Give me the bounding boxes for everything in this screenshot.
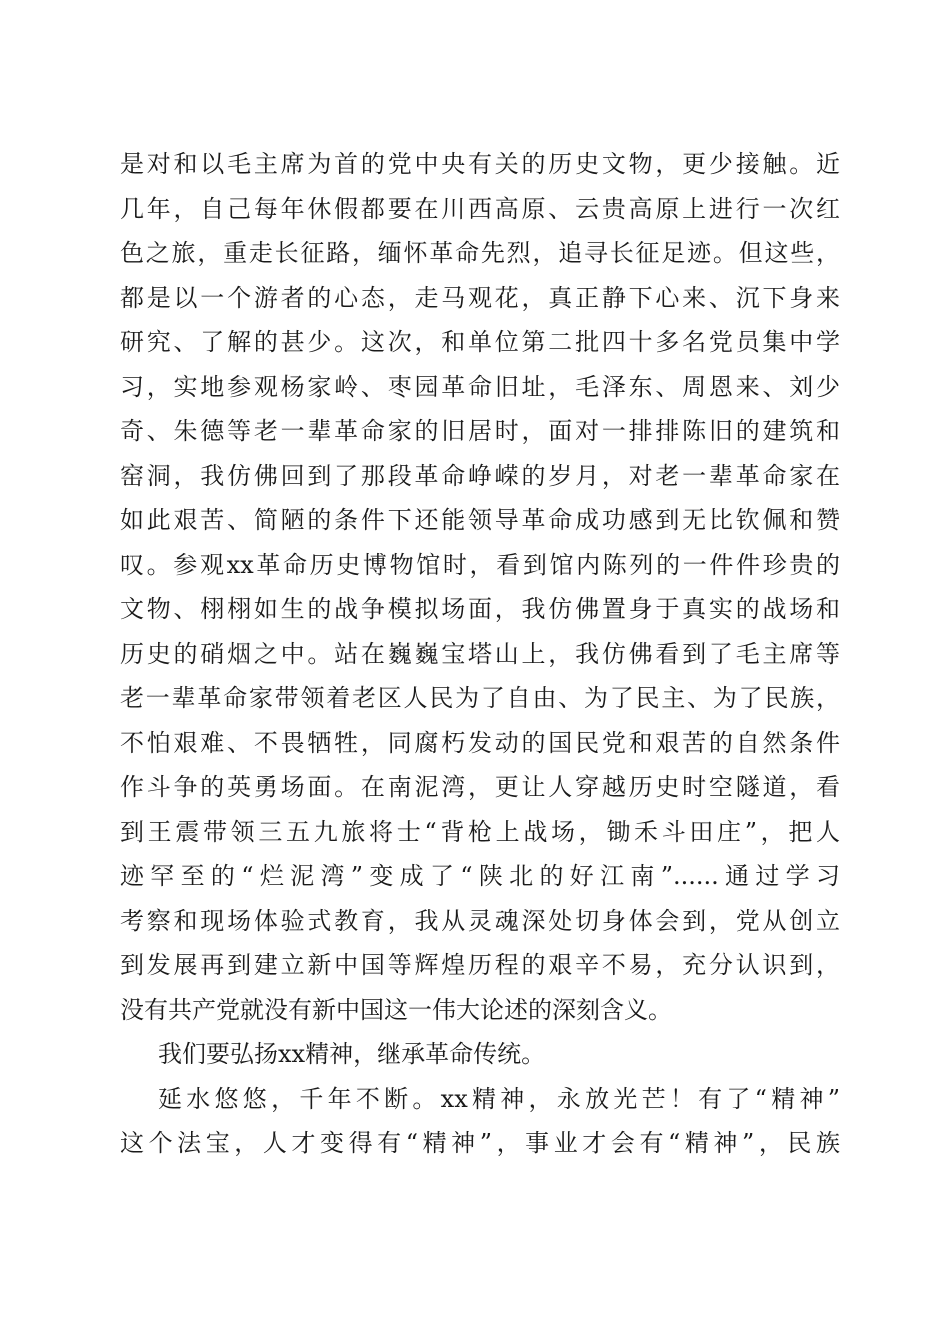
text-line: 都是以一个游者的心态，走马观花，真正静下心来、沉下身来 bbox=[120, 283, 840, 312]
text-line: 作斗争的英勇场面。在南泥湾，更让人穿越历史时空隧道，看 bbox=[120, 773, 840, 801]
text-line: 没有共产党就没有新中国这一伟大论述的深刻含义。 bbox=[120, 995, 672, 1024]
text-line: 研究、了解的甚少。这次，和单位第二批四十多名党员集中学 bbox=[120, 328, 840, 356]
text-line: 几年，自己每年休假都要在川西高原、云贵高原上进行一次红 bbox=[120, 194, 840, 223]
text-line: 叹。参观xx革命历史博物馆时，看到馆内陈列的一件件珍贵的 bbox=[120, 550, 840, 579]
text-line: 窑洞，我仿佛回到了那段革命峥嵘的岁月，对老一辈革命家在 bbox=[120, 461, 840, 490]
text-line: 不怕艰难、不畏牺牲，同腐朽发动的国民党和艰苦的自然条件 bbox=[120, 728, 840, 757]
text-line: 老一辈革命家带领着老区人民为了自由、为了民主、为了民族， bbox=[120, 684, 840, 712]
text-line: 考察和现场体验式教育，我从灵魂深处切身体会到，党从创立 bbox=[120, 906, 840, 935]
text-line: 到王震带领三五九旅将士“背枪上战场，锄禾斗田庄”，把人 bbox=[120, 817, 840, 846]
text-line: 是对和以毛主席为首的党中央有关的历史文物，更少接触。近 bbox=[120, 150, 840, 178]
text-line: 习，实地参观杨家岭、枣园革命旧址，毛泽东、周恩来、刘少 bbox=[120, 372, 840, 401]
text-line: 如此艰苦、简陋的条件下还能领导革命成功感到无比钦佩和赞 bbox=[120, 506, 840, 534]
text-line: 历史的硝烟之中。站在巍巍宝塔山上，我仿佛看到了毛主席等 bbox=[120, 639, 840, 668]
text-line: 色之旅，重走长征路，缅怀革命先烈，追寻长征足迹。但这些， bbox=[120, 239, 840, 267]
text-line: 文物、栩栩如生的战争模拟场面，我仿佛置身于真实的战场和 bbox=[120, 595, 840, 623]
text-line: 这个法宝，人才变得有“精神”，事业才会有“精神”，民族 bbox=[120, 1129, 840, 1157]
text-line: 迹罕至的“烂泥湾”变成了“陕北的好江南”......通过学习 bbox=[120, 862, 840, 890]
text-line: 到发展再到建立新中国等辉煌历程的艰辛不易，充分认识到， bbox=[120, 951, 840, 979]
section-heading: 我们要弘扬xx精神，继承革命传统。 bbox=[158, 1040, 546, 1068]
text-line: 奇、朱德等老一辈革命家的旧居时，面对一排排陈旧的建筑和 bbox=[120, 417, 840, 445]
text-line: 延水悠悠，千年不断。xx精神，永放光芒！有了“精神” bbox=[158, 1084, 840, 1113]
body-text bbox=[120, 142, 840, 1166]
